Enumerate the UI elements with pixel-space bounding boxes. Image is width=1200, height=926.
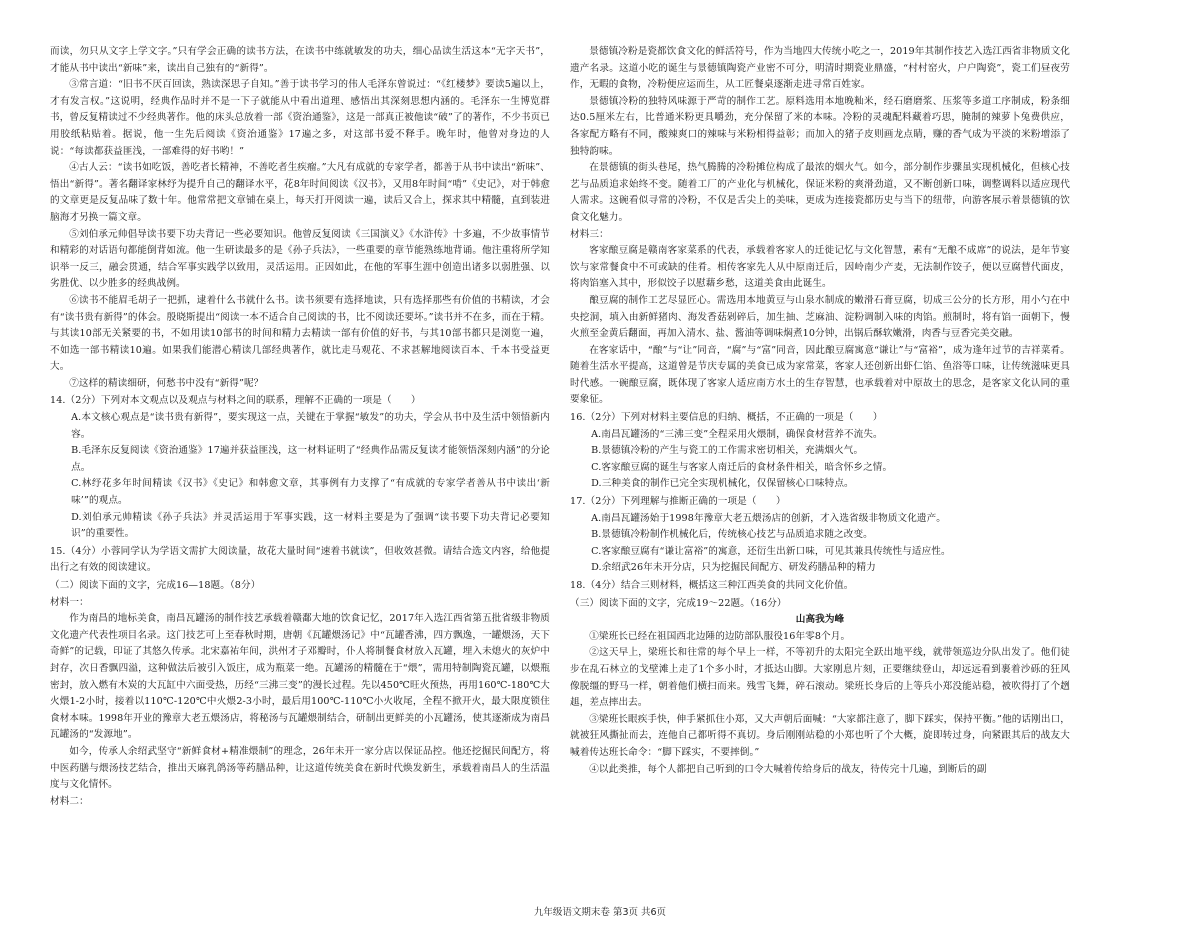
right-paragraph: 山高我为峰 [795, 614, 845, 626]
right-paragraph: 在景德镇的街头巷尾，热气腾腾的冷粉摊位构成了最浓的烟火气。如今，部分制作步骤虽实现机械化，但核心技艺与品质追求始终不变。随着工厂的产业化与机械化，保证米粉的爽滑劲道，又不断创新口味，调整调料以适应现代人需求。这碗看似寻常的冷粉，不仅是舌尖上的美味，更成为连接瓷都历史与当下的纽带，向游客展示着景德镇的饮食文化魅力。 [570, 162, 1070, 223]
right-paragraph: A.南昌瓦罐汤的“三沸三变”全程采用火煨制，确保食材营养不流失。 [591, 428, 883, 440]
right-paragraph: 17.（2分）下列理解与推断正确的一项是（ ） [570, 496, 786, 508]
right-paragraph: D.三种美食的制作已完全实现机械化，仅保留核心口味特点。 [591, 478, 854, 490]
left-paragraph: ④古人云：“读书如吃饭，善吃者长精神，不善吃者生疾瘤。”大凡有成就的专家学者，都善于从书中读出“新味”、悟出“新得”。著名翻译家林纾为提升自己的翻译水平，花8年时间阅读《汉书》，又用8年时间“啃”《史记》，对于韩愈的文章更是反复品味了数十年。他常常把文章铺在桌上，每天打开阅读一遍，读后又合上，探求其中精髓，直到装进脑海才另换一篇文章。 [50, 162, 550, 223]
right-paragraph: ①梁班长已经在祖国西北边陲的边防部队服役16年零8个月。 [589, 630, 851, 642]
right-paragraph: 16.（2分）下列对材料主要信息的归纳、概括，不正确的一项是（ ） [570, 412, 883, 424]
left-paragraph: B.毛泽东反复阅读《资治通鉴》17遍并获益匪浅，这一材料证明了“经典作品需反复读才能领悟深刻内涵”的分论点。 [71, 445, 550, 473]
left-paragraph: ⑥读书不能眉毛胡子一把抓，逮着什么书就什么书。读书须要有选择地读，只有选择那些有价值的书精读，才会有“读书贵有新得”的体会。殷晓斯提出“阅读一本不适合自己阅读的书，比不阅读还要坏。”读书并不在多，而在于精。与其读10部无关紧要的书，不如用读10部书的时间和精力去精读一部有价值的好书，与其10部书都只是浏览一遍，不如选一部书精读10遍。如果我们能潜心精读几部经典著作，就比走马观花、不求甚解地阅读百本、千本书受益更大。 [50, 294, 550, 373]
left-paragraph: ⑤刘伯承元帅倡导读书要下功夫背记一些必要知识。他曾反复阅读《三国演义》《水浒传》十多遍，不少故事情节和精彩的对话语句都能倒背如流。他一生研读最多的是《孙子兵法》，一些重要的章节能熟练地背诵。他注重将所学知识举一反三，融会贯通，结合军事实践学以致用，灵活运用。正因如此，在他的军事生涯中创造出诸多以弱胜强、以劣胜优、以少胜多的经典战例。 [50, 228, 550, 290]
left-paragraph: D.刘伯承元帅精读《孙子兵法》并灵活运用于军事实践，这一材料主要是为了强调“读书要下功夫背记必要知识”的重要性。 [71, 511, 550, 540]
left-column [50, 44, 550, 810]
right-paragraph: A.南昌瓦罐汤始于1998年豫章大老五煨汤店的创新，才入选省级非物质文化遗产。 [591, 512, 946, 524]
right-paragraph: 在客家话中，“酿”与“让”同音，“腐”与“富”同音，因此酿豆腐寓意“谦让”与“富裕”，成为逢年过节的吉祥菜肴。随着生活水平提高，这道曾是节庆专属的美食已成为家常菜，客家人还创新出虾仁馅、鱼浴等口味，让传统滋味更具时代感。一碗酿豆腐，既体现了客家人适应南方水土的生存智慧，也承载着对中原故土的思念，是客家文化认同的重要象征。 [570, 344, 1070, 406]
left-paragraph: 14.（2分）下列对本文观点以及观点与材料之间的联系，理解不正确的一项是（ ） [50, 395, 421, 407]
right-paragraph: B.景德镇冷粉的产生与瓷工的工作需求密切相关，充满烟火气。 [591, 445, 864, 457]
right-paragraph: D.余绍武26年未开分店，只为挖掘民间配方、研发药膳品种的精力 [591, 562, 876, 574]
left-paragraph: 材料二： [50, 795, 89, 807]
page-footer: 九年级语文期末卷 第3页 共6页 [533, 907, 667, 918]
left-paragraph: 而读，勿只从文字上学文字。”只有学会正确的读书方法，在读书中练就敏发的功夫，细心品读生活这本“无字天书”，才能从书中读出“新味”来，读出自己独有的“新得”。 [50, 46, 550, 74]
left-paragraph: ⑦这样的精读细研，何愁书中没有“新得”呢？ [69, 377, 264, 389]
right-paragraph: （三）阅读下面的文字，完成19～22题。（16分） [570, 597, 787, 609]
right-paragraph: 景德镇冷粉的独特风味源于严苛的制作工艺。原料选用本地晚籼米，经石磨磨浆、压浆等多道工序制成，粉条细达0.5厘米左右，比普通米粉更具嚼劲，充分保留了米的本味。冷粉的灵魂配料藏着巧思，腌制的辣萝卜兔费供应，各家配方略有不同，酸辣爽口的辣味与米粉相得益彰；而加入的猪子皮则画龙点睛，赚的香气成为平淡的米粉增添了独特韵味。 [570, 95, 1070, 157]
left-paragraph: C.林纾花多年时间精读《汉书》《史记》和韩愈文章，其事例有力支撑了“有成就的专家学者善从书中读出‘新味’”的观点。 [71, 478, 550, 507]
left-paragraph: 15.（4分）小蓉同学认为学语文需扩大阅读量，故花大量时间“速着书就读”，但收效甚微。请结合选文内容，给他提出行之有效的阅读建议。 [50, 545, 550, 574]
right-paragraph: C.客家酿豆腐的诞生与客家人南迁后的食材条件相关，暗含怀乡之情。 [591, 461, 893, 473]
right-paragraph: 景德镇冷粉是瓷都饮食文化的鲜活符号，作为当地四大传统小吃之一，2019年其制作技艺入选江西省非物质文化遗产名录。这道小吃的诞生与景德镇陶瓷产业密不可分，明清时期瓷业鼎盛，“村村窑火，户户陶瓷”，瓷工们昼夜劳作，无暇的食物，冷粉便应运而生，从工匠餐桌逐渐走进寻常百姓家。 [570, 46, 1070, 91]
left-paragraph: 如今，传承人余绍武坚守“新鲜食材+精准煨制”的理念，26年未开一家分店以保证品控。他还挖掘民间配方，将中医药膳与煨汤技艺结合，推出天麻乳鸽汤等药膳品种，让这道传统美食在新时代焕发新生，承载着南昌人的生活温度与文化情怀。 [50, 745, 550, 791]
left-paragraph: A.本文核心观点是“读书贵有新得”，要实现这一点，关键在于掌握“敏发”的功夫，学会从书中及生活中领悟新内容。 [71, 412, 550, 440]
right-paragraph: ②这天早上，梁班长和往常的每个早上一样，不等初升的太阳完全跃出地平线，就带领巡边分队出发了。他们徒步在乱石林立的戈壁滩上走了1个多小时，才抵达山脚。大家刚息片刻，正要继续登山，却远远看到裹着沙砾的狂风像脱缰的野马一样，朝着他们横扫而来。残雪飞舞，碎石滚动。梁班长身后的上等兵小郑没能站稳，被吹得打了个趔趄，差点摔出去。 [570, 647, 1070, 709]
right-paragraph: 材料三： [570, 228, 609, 240]
left-paragraph: ③常言道：“旧书不厌百回读，熟读深思子自知。”善于读书学习的伟人毛泽东曾说过：“《红楼梦》要读5遍以上，才有发言权。”这说明，经典作品时并不是一下子就能从中看出道理、感悟出其深刻思想内涵的。毛泽东一生博览群书，曾反复精读过不少经典著作。他的床头总放着一部《资治通鉴》，这是一部真正被他读“破”了的著作，不少书页已用胶纸粘贴着。据说，他一生先后阅读《资治通鉴》17遍之多，对这部书爱不释手。晚年时，他曾对身边的人说：“每读都获益匪浅，一部难得的好书哟！” [50, 79, 550, 157]
right-paragraph: C.客家酿豆腐有“谦让富裕”的寓意，还衍生出新口味，可见其兼具传统性与适应性。 [591, 545, 951, 557]
right-paragraph: B.景德镇冷粉制作机械化后，传统核心技艺与品质追求随之改变。 [591, 529, 873, 541]
left-paragraph: 材料一： [50, 596, 89, 608]
right-paragraph: ④以此类推，每个人都把自己听到的口令大喊着传给身后的战友，待传完十几遍，到断后的副 [589, 763, 987, 775]
right-column [570, 44, 1070, 778]
right-paragraph: 客家酿豆腐是赣南客家菜系的代表，承载着客家人的迁徙记忆与文化智慧，素有“无酿不成席”的说法，是年节宴饮与家常餐食中不可或缺的佳肴。相传客家先人从中原南迁后，因岭南少产麦，无法制作饺子，便以豆腐替代面皮，将肉馅塞入其中，形似饺子以慰藉乡愁，这道美食由此诞生。 [570, 245, 1070, 290]
left-paragraph: （二）阅读下面的文字，完成16—18题。（8分） [50, 580, 261, 591]
left-paragraph: 作为南昌的地标美食，南昌瓦罐汤的制作技艺承载着赣鄱大地的饮食记忆，2017年入选江西省第五批省级非物质文化遗产代表性项目名录。这门技艺可上至春秋时期，唐朝《瓦罐煨汤记》中“瓦罐香沸，四方飘逸，一罐煨汤，天下奇鲜”的记载，印证了其悠久传承。北宋嘉祐年间，洪州才子邓瓣时，仆人将制餐食材放入瓦罐，埋入未熄火的灰炉中封存，次日香飘四溢，这种做法后被引入饭庄，成为瓶菜一绝。瓦罐汤的精髓在于“煨”，需用特制陶瓷瓦罐，以煨瓶密封，放入燃有木炭的大瓦缸中六面受热，历经“三沸三变”的漫长过程。先以450℃旺火预热，再用160℃-180℃大火煨1-2小时，接着以110℃-120℃中火煨2-3小时，最后用100℃-110℃小火收尾，全程不掀开火，最大限度锁住食材本味。1998年开业的豫章大老五煨汤店，将秘汤与瓦罐煨制结合，研制出更鲜美的小瓦罐汤，使其逐渐成为南昌瓦罐汤的“发源地”。 [50, 613, 550, 741]
right-paragraph: ③梁班长眼疾手快，伸手紧抓住小郑，又大声朝后面喊：“大家都注意了，脚下踩实，保持平衡。”他的话刚出口，就被狂风撕扯而去，连他自己都听得不真切。身后刚刚站稳的小郑也听了个大概，旋即转过身，向紧跟其后的战友大喊着传达班长命令：“脚下踩实，不要摔倒。” [570, 713, 1070, 758]
right-paragraph: 18.（4分）结合三则材料，概括这三种江西美食的共同文化价值。 [570, 580, 854, 591]
right-paragraph: 酿豆腐的制作工艺尽显匠心。需选用本地黄豆与山泉水制成的嫩滑石膏豆腐，切成三公分的长方形，用小勺在中央挖洞，填入由新鲜猪肉、海发香菇剁碎后，加生抽、芝麻油、淀粉调制入味的肉馅。煎制时，将有馅一面朝下，慢火煎至金黄后翻面，再加入清水、盐、酱油等调味焖煮10分钟，出锅后酥软嫩滑，肉香与豆香完美交融。 [570, 294, 1070, 340]
